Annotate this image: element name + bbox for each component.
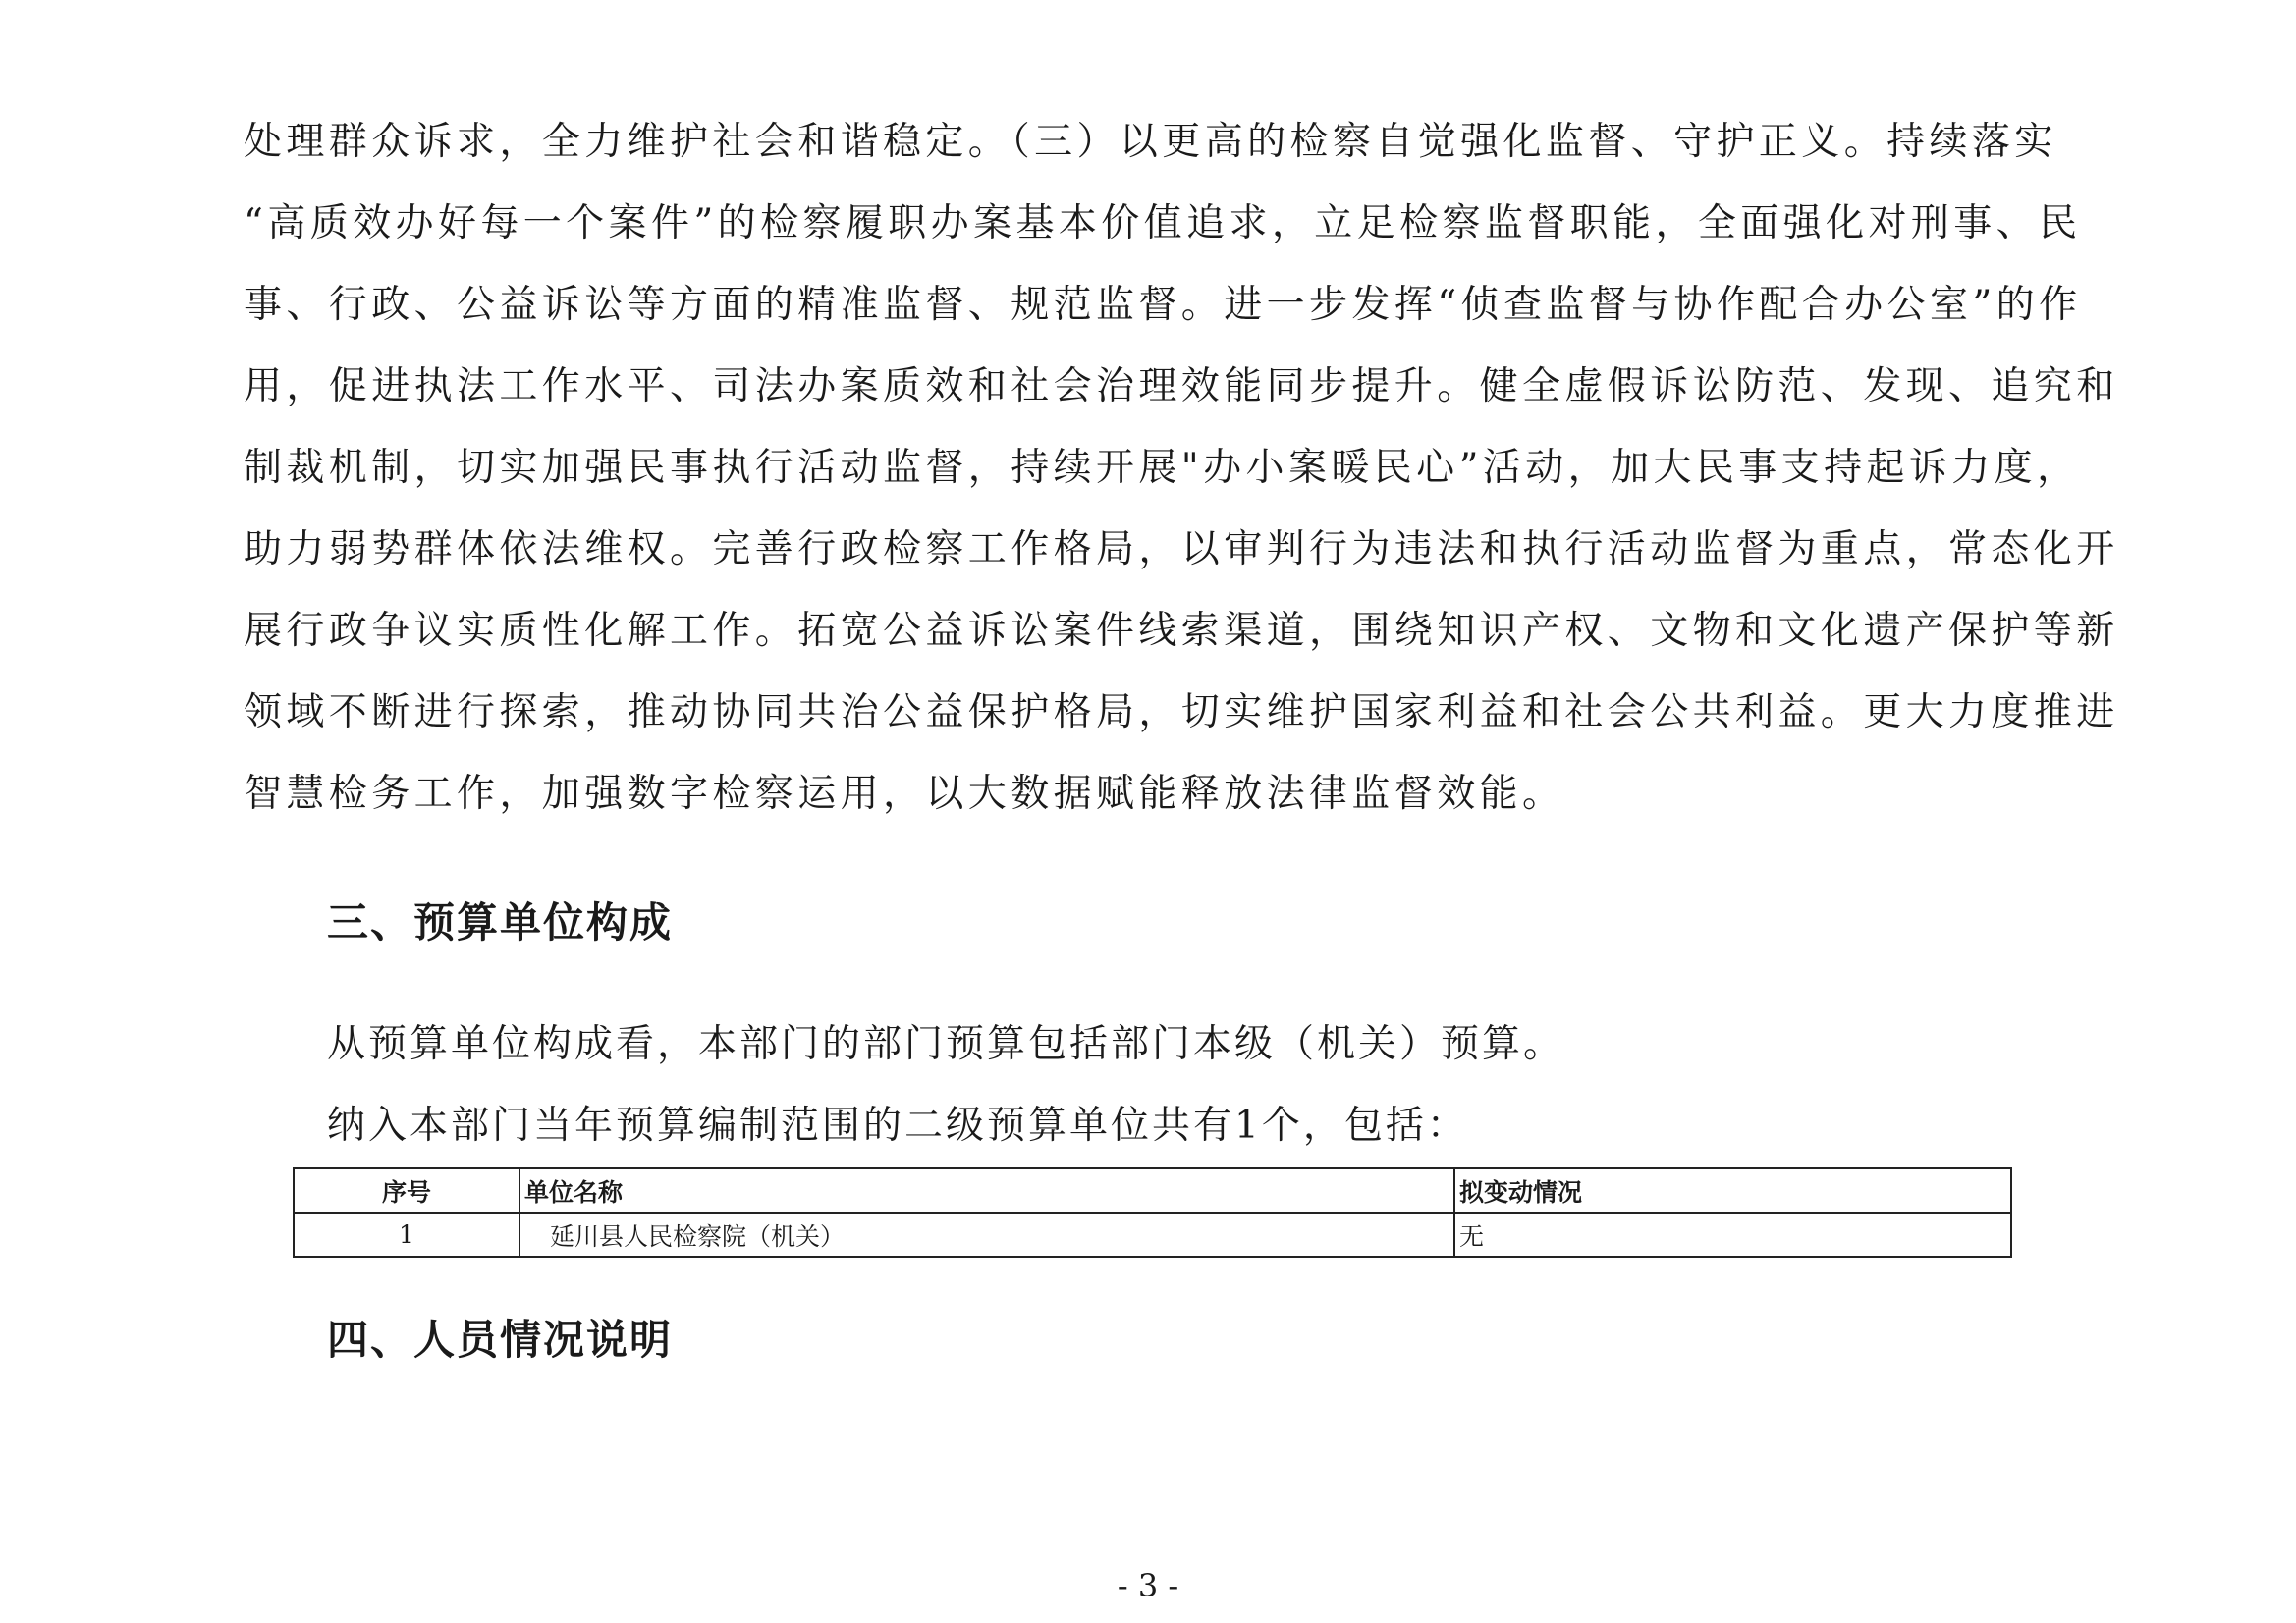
paragraph-line-6: 助力弱势群体依法维权。完善行政检察工作格局，以审判行为违法和执行活动监督为重点，常态化开 [244,527,2119,571]
paragraph-line-2: “高质效办好每一个案件”的检察履职办案基本价值追求，立足检察监督职能，全面强化对刑事、民 [244,201,2082,245]
cell-serial-number: 1 [294,1213,519,1257]
paragraph-line-8: 领域不断进行探索，推动协同共治公益保护格局，切实维护国家利益和社会公共利益。更大力度推进 [244,690,2119,734]
header-serial-number: 序号 [294,1168,519,1213]
header-planned-change: 拟变动情况 [1454,1168,2011,1213]
paragraph-line-1: 处理群众诉求，全力维护社会和谐稳定。（三）以更高的检察自觉强化监督、守护正义。持续落实 [244,120,2057,164]
table-header-row [294,1168,2011,1213]
budget-units-statement: 从预算单位构成看，本部门的部门预算包括部门本级（机关）预算。 [327,1022,1565,1066]
table-row [294,1213,2011,1257]
header-unit-name: 单位名称 [519,1168,1454,1213]
cell-planned-change: 无 [1454,1213,2011,1257]
paragraph-line-7: 展行政争议实质性化解工作。拓宽公益诉讼案件线索渠道，围绕知识产权、文物和文化遗产保护等新 [244,609,2119,653]
secondary-units-statement: 纳入本部门当年预算编制范围的二级预算单位共有1个，包括： [327,1104,1468,1148]
budget-units-table [293,1167,2012,1258]
section-heading-budget-units: 三、预算单位构成 [327,898,674,947]
page-number: - 3 - [1117,1567,1179,1604]
section-heading-personnel: 四、人员情况说明 [327,1316,674,1364]
paragraph-line-5: 制裁机制，切实加强民事执行活动监督，持续开展"办小案暖民心”活动，加大民事支持起诉力度， [244,446,2080,490]
paragraph-line-9: 智慧检务工作，加强数字检察运用，以大数据赋能释放法律监督效能。 [244,772,1565,816]
cell-unit-name: 延川县人民检察院（机关） [519,1213,1454,1257]
paragraph-line-3: 事、行政、公益诉讼等方面的精准监督、规范监督。进一步发挥“侦查监督与协作配合办公室”的作 [244,283,2082,327]
paragraph-line-4: 用，促进执法工作水平、司法办案质效和社会治理效能同步提升。健全虚假诉讼防范、发现、追究和 [244,364,2119,408]
